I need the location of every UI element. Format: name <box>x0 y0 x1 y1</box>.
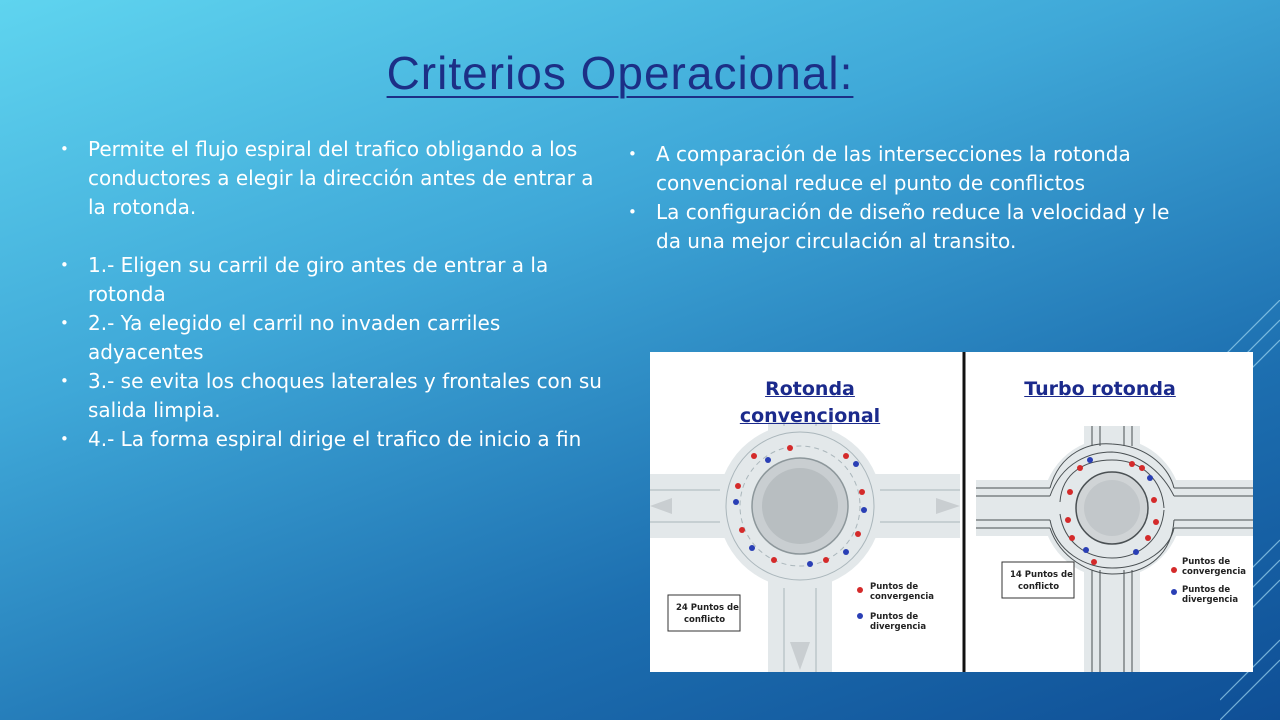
legend-divergence-text: Puntos de divergencia <box>870 612 927 632</box>
bullet-item: • La configuración de diseño reduce la velocidad y le da una mejor circulación al transito. <box>628 198 1173 256</box>
legend-convergence-text: Puntos de convergencia <box>1182 557 1247 577</box>
turbo-roundabout-drawing <box>976 426 1253 672</box>
turbo-roundabout-title: Turbo rotonda <box>1024 378 1176 400</box>
legend-divergence-text: Puntos de divergencia <box>1182 585 1239 605</box>
left-bullet-list <box>60 135 605 454</box>
bullet-item: • Permite el flujo espiral del trafico obligando a los conductores a elegir la dirección antes de entrar a la rotonda. <box>60 135 605 222</box>
conventional-roundabout-title: Rotonda convencional <box>739 378 881 427</box>
bullet-item: • 1.- Eligen su carril de giro antes de entrar a la rotonda <box>60 251 605 309</box>
bullet-item: • 2.- Ya elegido el carril no invaden carriles adyacentes <box>60 309 605 367</box>
conventional-roundabout-drawing <box>650 422 960 672</box>
bullet-item: • 3.- se evita los choques laterales y frontales con su salida limpia. <box>60 367 605 425</box>
conflict-count-box: 14 Puntos de conflicto <box>1010 570 1073 592</box>
bullet-item: • A comparación de las intersecciones la rotonda convencional reduce el punto de conflictos <box>628 140 1173 198</box>
roundabout-comparison-figure <box>650 352 1253 672</box>
legend-convergence-text: Puntos de convergencia <box>870 582 935 602</box>
bullet-item: • 4.- La forma espiral dirige el trafico de inicio a fin <box>60 425 605 454</box>
slide-title: Criterios Operacional: <box>386 47 854 99</box>
right-bullet-list <box>628 140 1173 256</box>
conflict-count-box: 24 Puntos de conflicto <box>676 603 739 625</box>
